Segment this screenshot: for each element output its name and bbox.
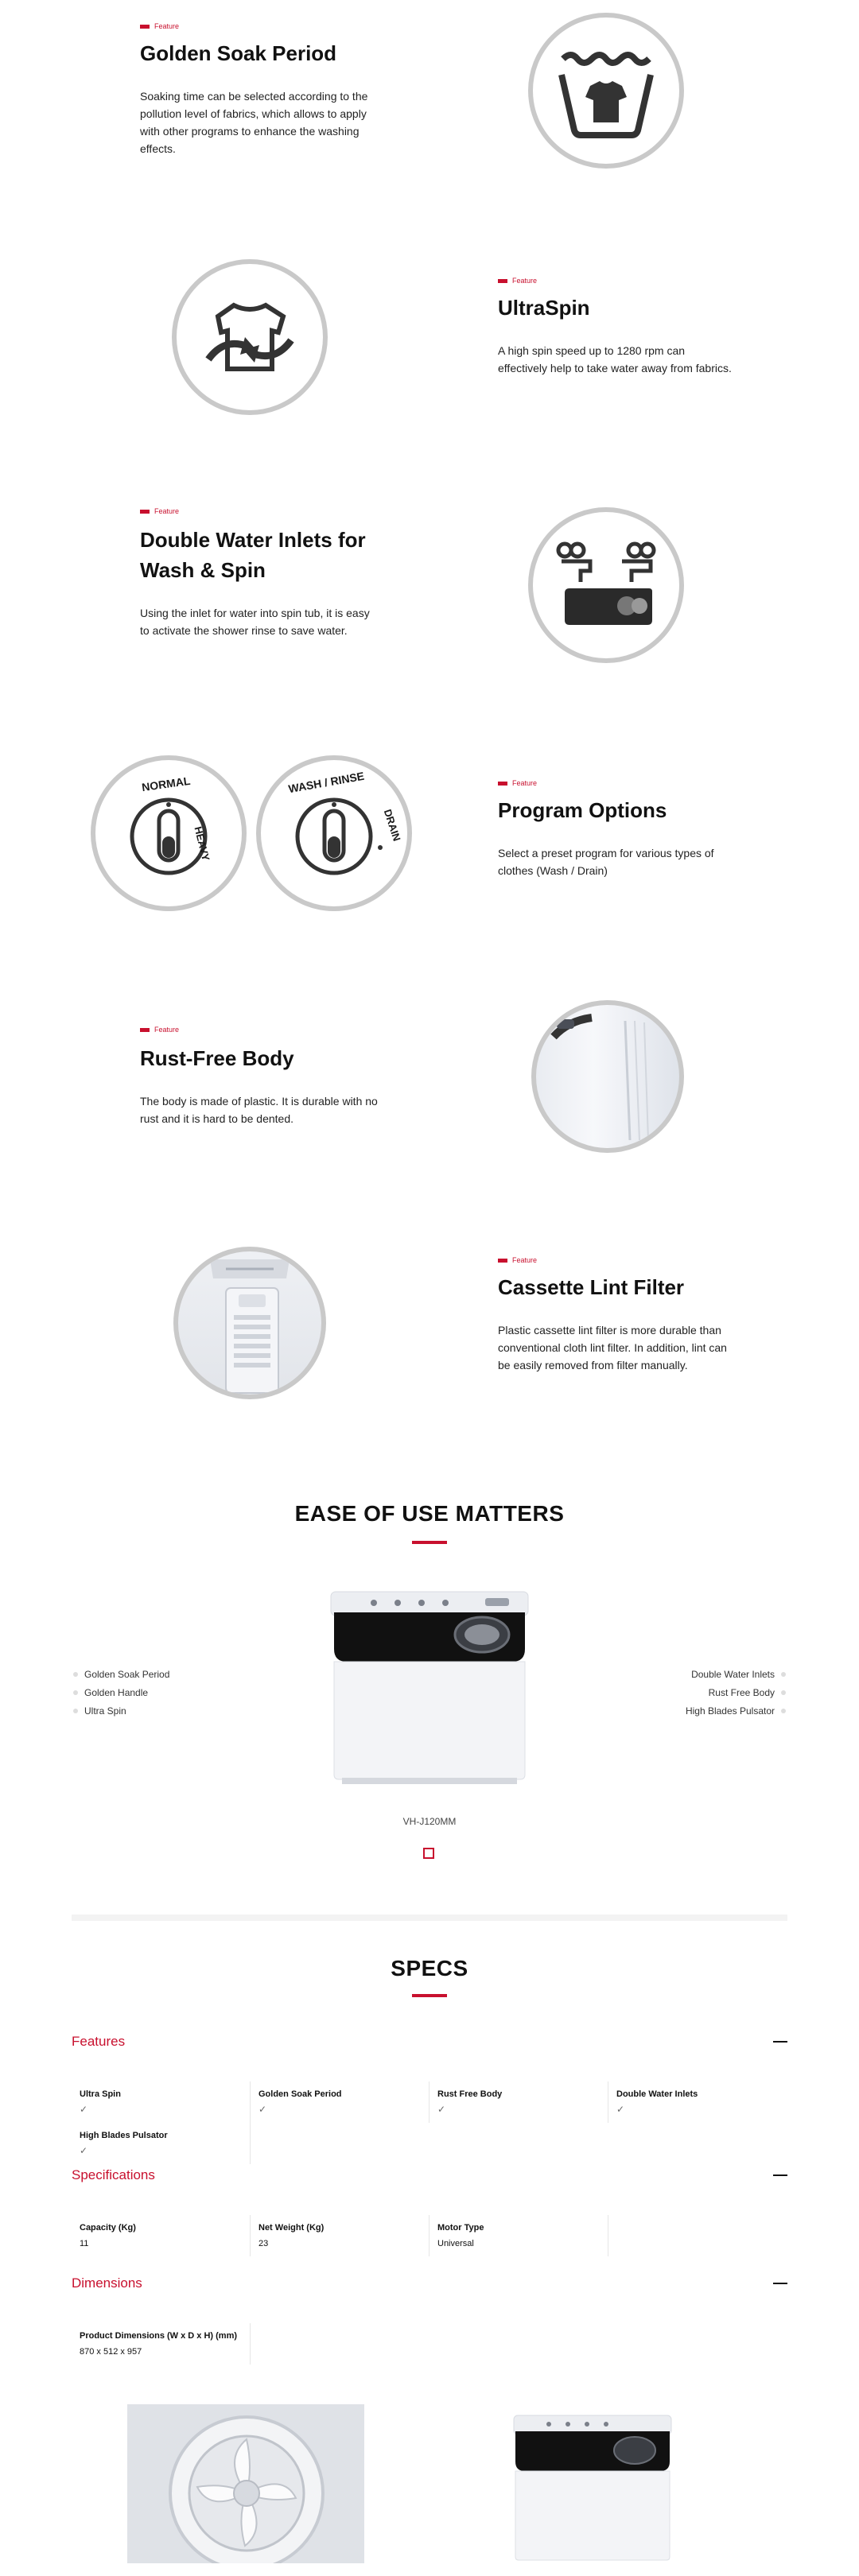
ease-item[interactable] bbox=[73, 1701, 169, 1720]
feature-title: Cassette Lint Filter bbox=[498, 1275, 685, 1299]
feature-tag bbox=[498, 1256, 537, 1264]
feature-tag-label: Feature bbox=[154, 22, 180, 30]
title-underline bbox=[412, 1541, 447, 1544]
ease-item-label: High Blades Pulsator bbox=[685, 1705, 775, 1717]
ease-item-label: Ultra Spin bbox=[84, 1705, 126, 1717]
ease-item[interactable] bbox=[73, 1683, 169, 1701]
accordion-specifications[interactable] bbox=[72, 2167, 787, 2183]
spec-cell bbox=[430, 2223, 608, 2248]
program-knob-icon bbox=[91, 755, 247, 911]
feature-tag-label: Feature bbox=[512, 779, 538, 787]
title-underline bbox=[412, 1994, 447, 1997]
bullet-dot bbox=[781, 1690, 786, 1695]
spec-key: Net Weight (Kg) bbox=[258, 2223, 325, 2233]
ease-item-label: Golden Soak Period bbox=[84, 1668, 170, 1680]
check-icon: ✓ bbox=[258, 2104, 267, 2115]
spec-value: Universal bbox=[437, 2239, 474, 2248]
check-icon: ✓ bbox=[80, 2145, 88, 2156]
feature-description: The body is made of plastic. It is durable with no rust and it is hard to be dented. bbox=[140, 1095, 378, 1125]
spec-feature-cell bbox=[608, 2089, 787, 2115]
section-title-ease: EASE OF USE MATTERS bbox=[294, 1501, 565, 1526]
check-icon: ✓ bbox=[437, 2104, 446, 2115]
spec-cell bbox=[251, 2223, 430, 2248]
feature-tag-label: Feature bbox=[154, 507, 180, 515]
feature-tag bbox=[140, 507, 179, 515]
spec-cell bbox=[72, 2331, 251, 2357]
tag-bar bbox=[498, 1259, 507, 1263]
cell-divider bbox=[250, 2215, 251, 2256]
feature-description: Using the inlet for water into spin tub, it is easy to activate the shower rinse to save water. bbox=[140, 607, 370, 637]
collapse-icon[interactable] bbox=[773, 2174, 787, 2176]
section-divider bbox=[72, 1915, 787, 1921]
ease-item[interactable] bbox=[686, 1665, 786, 1683]
spec-feature-cell bbox=[72, 2089, 251, 2115]
feature-title: UltraSpin bbox=[498, 296, 590, 320]
feature-description: Plastic cassette lint filter is more durable than conventional cloth lint filter. In addition, lint can be easily removed from filter manually. bbox=[498, 1324, 727, 1371]
feature-tag-label: Feature bbox=[512, 277, 538, 285]
cell-divider bbox=[429, 2081, 430, 2123]
knob-label-side: DRAIN bbox=[381, 808, 403, 843]
bullet-dot bbox=[73, 1709, 78, 1713]
cell-divider bbox=[429, 2215, 430, 2256]
knob-label-side: HEAVY bbox=[192, 825, 212, 863]
bullet-dot bbox=[73, 1690, 78, 1695]
feature-description: A high spin speed up to 1280 rpm can effectively help to take water away from fabrics. bbox=[498, 344, 732, 374]
spec-key: Motor Type bbox=[437, 2223, 484, 2233]
spec-value: 870 x 512 x 957 bbox=[80, 2347, 142, 2357]
feature-title: Program Options bbox=[498, 798, 667, 822]
lint-filter-photo bbox=[173, 1247, 326, 1399]
tag-bar bbox=[140, 1028, 150, 1032]
feature-description: Soaking time can be selected according to the pollution level of fabrics, which allows to apply with other programs to enhance the washing effects. bbox=[140, 90, 368, 155]
spec-feature-cell bbox=[72, 2131, 251, 2156]
plastic-body-photo bbox=[531, 1000, 684, 1153]
check-icon: ✓ bbox=[80, 2104, 88, 2115]
spec-feature-cell bbox=[430, 2089, 608, 2115]
cell-divider bbox=[250, 2323, 251, 2365]
feature-tag bbox=[498, 277, 537, 285]
knob-label-top: NORMAL bbox=[141, 774, 192, 794]
accordion-features[interactable] bbox=[72, 2034, 787, 2050]
feature-title: Double Water Inlets for Wash & Spin bbox=[140, 528, 366, 582]
collapse-icon[interactable] bbox=[773, 2041, 787, 2043]
spec-key: Product Dimensions (W x D x H) (mm) bbox=[80, 2331, 238, 2341]
section-title-specs: SPECS bbox=[391, 1956, 468, 1980]
feature-tag bbox=[140, 22, 179, 30]
ease-item-label: Double Water Inlets bbox=[691, 1668, 775, 1680]
knob-label-top: WASH / RINSE bbox=[287, 769, 366, 796]
tag-bar bbox=[140, 510, 150, 514]
bullet-dot bbox=[781, 1672, 786, 1677]
spec-feature-name: Double Water Inlets bbox=[616, 2089, 698, 2099]
tag-bar bbox=[140, 25, 150, 29]
ease-right-list bbox=[686, 1665, 786, 1720]
spec-value: 23 bbox=[258, 2239, 269, 2248]
program-knob-icon bbox=[256, 755, 412, 911]
soak-tub-icon bbox=[528, 13, 684, 169]
spec-feature-name: Rust Free Body bbox=[437, 2089, 503, 2099]
feature-tag bbox=[498, 779, 537, 787]
water-inlets-icon bbox=[528, 507, 684, 663]
ease-item-label: Rust Free Body bbox=[708, 1686, 775, 1698]
tshirt-spin-icon bbox=[172, 259, 328, 415]
bullet-dot bbox=[73, 1672, 78, 1677]
carousel-indicator[interactable] bbox=[423, 1848, 434, 1859]
feature-tag-label: Feature bbox=[512, 1256, 538, 1264]
spec-cell bbox=[72, 2223, 251, 2248]
feature-tag bbox=[140, 1026, 179, 1034]
spec-feature-name: High Blades Pulsator bbox=[80, 2131, 168, 2140]
ease-item[interactable] bbox=[73, 1665, 169, 1683]
feature-tag-label: Feature bbox=[154, 1026, 180, 1034]
cell-divider bbox=[250, 2081, 251, 2164]
spec-key: Capacity (Kg) bbox=[80, 2223, 136, 2233]
spec-feature-name: Golden Soak Period bbox=[258, 2089, 342, 2099]
feature-description: Select a preset program for various types of clothes (Wash / Drain) bbox=[498, 847, 714, 877]
ease-item-label: Golden Handle bbox=[84, 1686, 149, 1698]
accordion-dimensions[interactable] bbox=[72, 2275, 787, 2291]
accordion-title: Dimensions bbox=[72, 2275, 142, 2291]
washing-machine-image bbox=[326, 1589, 533, 1787]
ease-item[interactable] bbox=[686, 1701, 786, 1720]
feature-title: Golden Soak Period bbox=[140, 41, 337, 65]
ease-item[interactable] bbox=[686, 1683, 786, 1701]
bullet-dot bbox=[781, 1709, 786, 1713]
spec-value: 11 bbox=[80, 2239, 89, 2248]
model-name: VH-J120MM bbox=[402, 1816, 457, 1827]
pulsator-photo bbox=[127, 2404, 364, 2563]
check-icon: ✓ bbox=[616, 2104, 625, 2115]
accordion-title: Specifications bbox=[72, 2167, 155, 2182]
accordion-title: Features bbox=[72, 2034, 126, 2049]
tag-bar bbox=[498, 782, 507, 786]
washing-machine-image bbox=[509, 2412, 676, 2563]
ease-left-list bbox=[73, 1665, 169, 1720]
feature-title: Rust-Free Body bbox=[140, 1046, 294, 1070]
spec-feature-cell bbox=[251, 2089, 430, 2115]
collapse-icon[interactable] bbox=[773, 2283, 787, 2284]
tag-bar bbox=[498, 279, 507, 283]
spec-feature-name: Ultra Spin bbox=[80, 2089, 121, 2099]
